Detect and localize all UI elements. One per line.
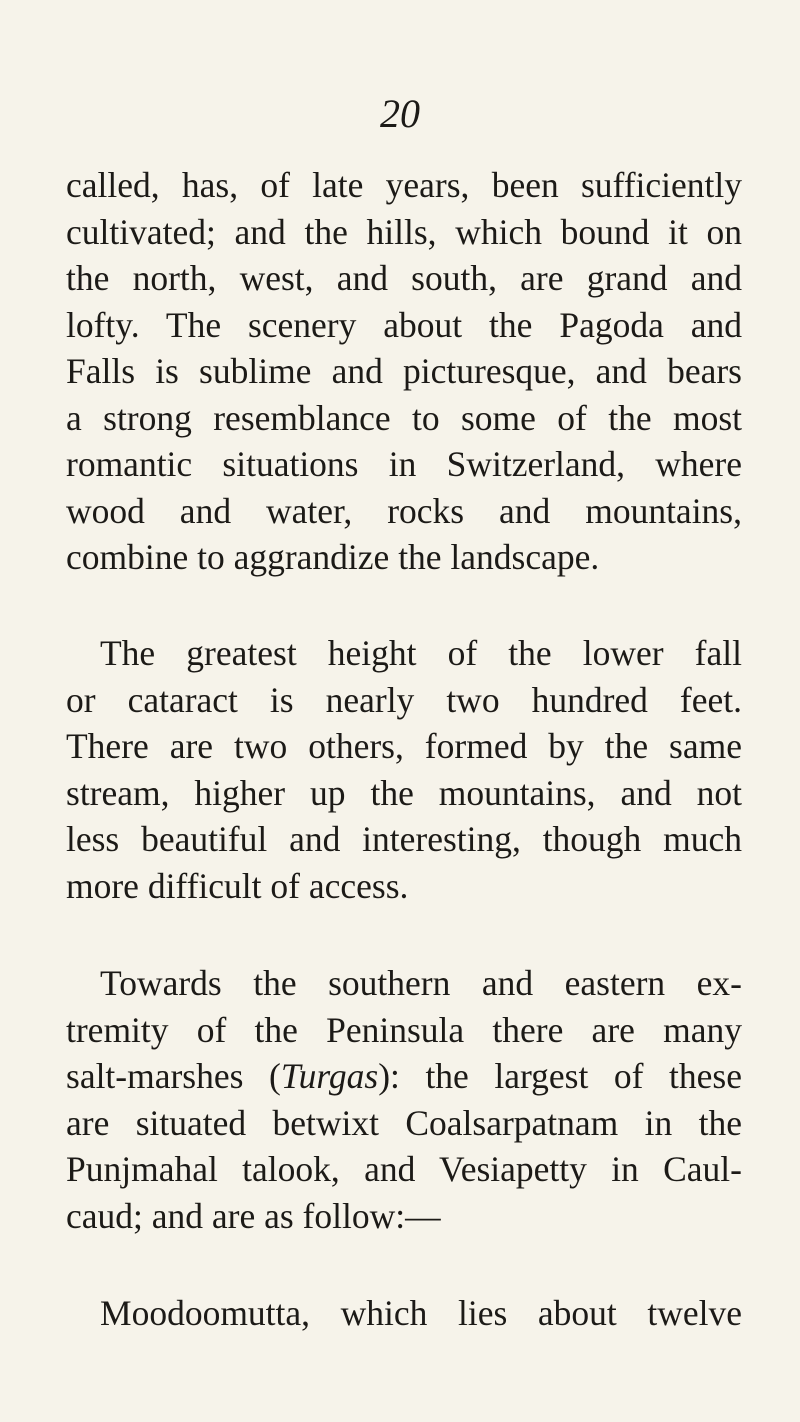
- text-line: romantic situations in Switzerland, where: [66, 444, 742, 484]
- page-number: 20: [380, 91, 420, 136]
- text-line: caud; and are as follow:—: [66, 1195, 441, 1236]
- text-run: salt-marshes (: [66, 1056, 281, 1096]
- text-line: Punjmahal talook, and Vesiapetty in Caul-: [66, 1149, 742, 1189]
- text-line: a strong resemblance to some of the most: [66, 397, 742, 438]
- text-run: ): the largest of these: [378, 1056, 742, 1096]
- text-line: The greatest height of the lower fall: [100, 633, 742, 673]
- paragraph: [66, 1290, 742, 1337]
- text-line: lofty. The scenery about the Pagoda and: [66, 304, 742, 345]
- text-line: called, has, of late years, been sufficiently: [66, 165, 742, 205]
- paragraph: [66, 630, 742, 909]
- text-line: cultivated; and the hills, which bound it on: [66, 211, 742, 252]
- text-line: less beautiful and interesting, though much: [66, 819, 742, 859]
- text-line: [66, 1053, 742, 1100]
- text-line: wood and water, rocks and mountains,: [66, 490, 742, 531]
- paragraph: [66, 162, 742, 581]
- text-line: There are two others, formed by the same: [66, 726, 742, 766]
- italic-term: Turgas: [280, 1056, 379, 1096]
- text-line: are situated betwixt Coalsarpatnam in the: [66, 1102, 742, 1143]
- text-line: or cataract is nearly two hundred feet.: [66, 679, 742, 720]
- text-line: combine to aggrandize the landscape.: [66, 537, 600, 577]
- text-line: Falls is sublime and picturesque, and bears: [66, 351, 742, 391]
- text-line: stream, higher up the mountains, and not: [66, 772, 742, 813]
- text-line: Towards the southern and eastern ex-: [100, 963, 742, 1003]
- text-line: the north, west, and south, are grand and: [66, 258, 742, 298]
- text-line: more difficult of access.: [66, 865, 409, 906]
- paragraph: [66, 960, 742, 1239]
- text-line: Moodoomutta, which lies about twelve: [100, 1293, 742, 1333]
- text-line: tremity of the Peninsula there are many: [66, 1009, 742, 1050]
